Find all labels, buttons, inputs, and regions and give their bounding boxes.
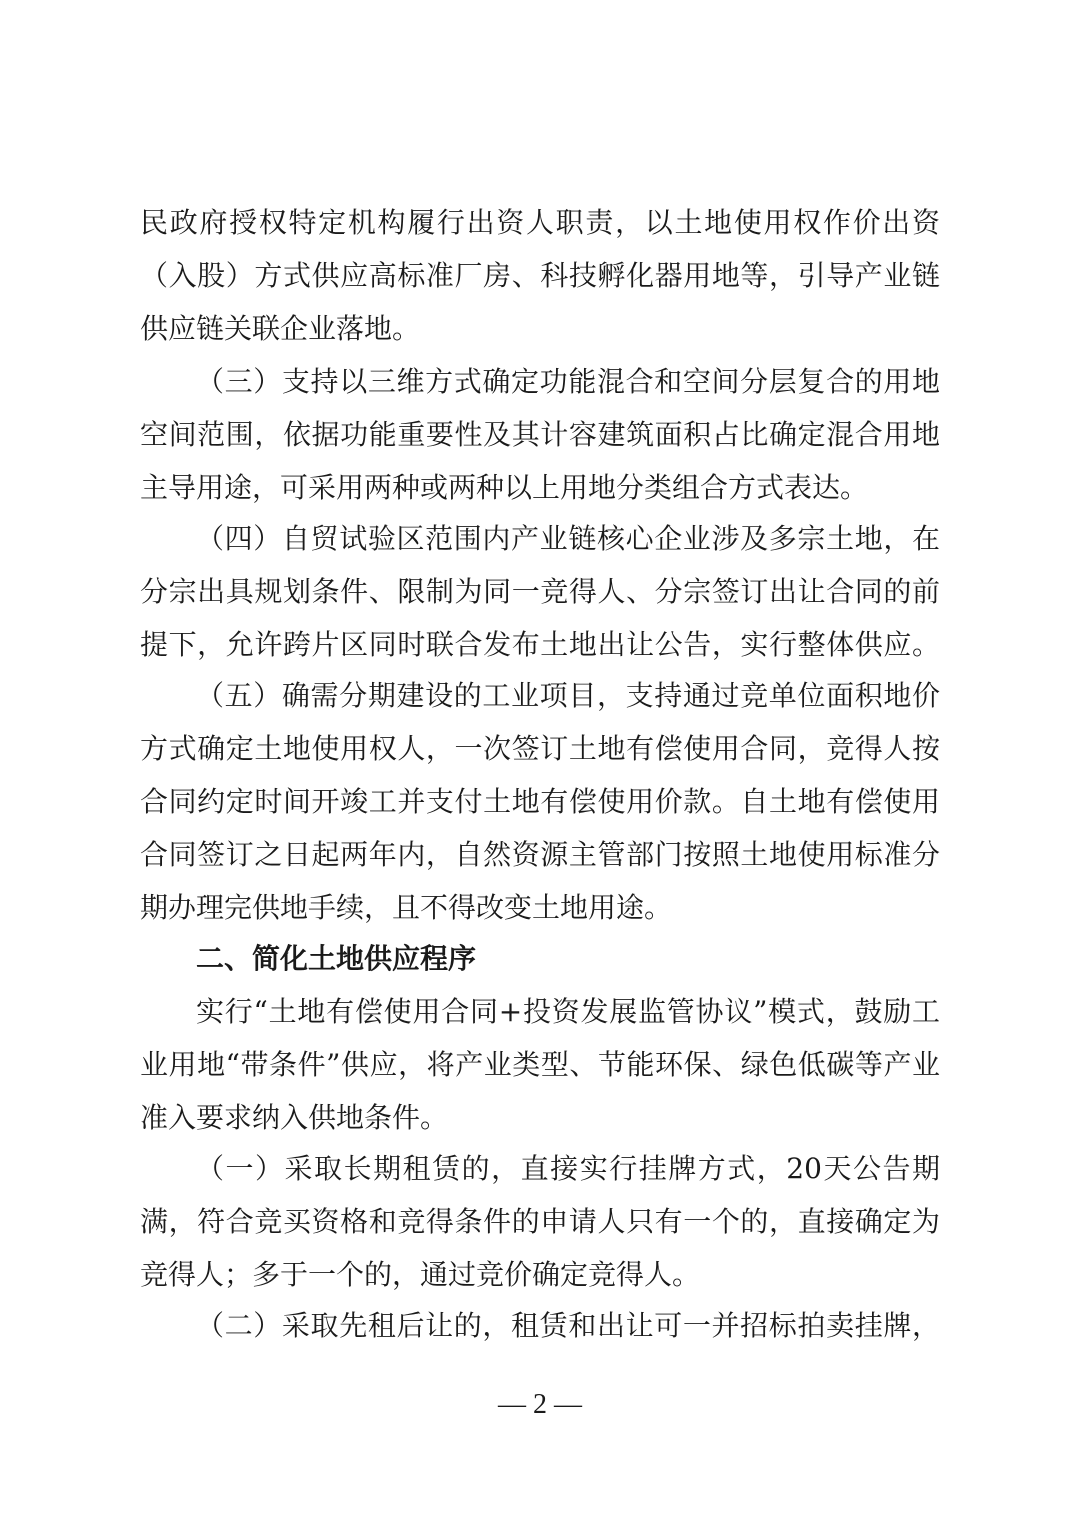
body-text-line: 空间范围，依据功能重要性及其计容建筑面积占比确定混合用地: [140, 418, 940, 451]
body-text-line: 满，符合竞买资格和竞得条件的申请人只有一个的，直接确定为: [140, 1205, 940, 1238]
body-text-line: 分宗出具规划条件、限制为同一竞得人、分宗签订出让合同的前: [140, 575, 940, 608]
paragraph-one-start: （一）采取长期租赁的，直接实行挂牌方式，20天公告期: [196, 1152, 940, 1185]
section-intro-start: 实行“土地有偿使用合同+投资发展监管协议”模式，鼓励工: [196, 995, 940, 1028]
paragraph-five-start: （五）确需分期建设的工业项目，支持通过竞单位面积地价: [196, 679, 940, 712]
body-text-line: 竞得人；多于一个的，通过竞价确定竞得人。: [140, 1258, 701, 1291]
body-text-line: 业用地“带条件”供应，将产业类型、节能环保、绿色低碳等产业: [140, 1048, 940, 1081]
body-text-line: 提下，允许跨片区同时联合发布土地出让公告，实行整体供应。: [140, 628, 940, 661]
body-text-line: 主导用途，可采用两种或两种以上用地分类组合方式表达。: [140, 471, 869, 504]
body-text-line: 准入要求纳入供地条件。: [140, 1101, 449, 1134]
body-text-line: 合同约定时间开竣工并支付土地有偿使用价款。自土地有偿使用: [140, 785, 940, 818]
paragraph-four-start: （四）自贸试验区范围内产业链核心企业涉及多宗土地，在: [196, 522, 940, 555]
paragraph-three-start: （三）支持以三维方式确定功能混合和空间分层复合的用地: [196, 365, 940, 398]
paragraph-two-start: （二）采取先租后让的，租赁和出让可一并招标拍卖挂牌，: [196, 1309, 940, 1342]
body-text-line: 合同签订之日起两年内，自然资源主管部门按照土地使用标准分: [140, 838, 940, 871]
body-text-line: 方式确定土地使用权人，一次签订土地有偿使用合同，竞得人按: [140, 732, 940, 765]
body-text-line: 民政府授权特定机构履行出资人职责，以土地使用权作价出资: [140, 206, 940, 239]
body-text-line: 供应链关联企业落地。: [140, 312, 421, 345]
body-text-line: （入股）方式供应高标准厂房、科技孵化器用地等，引导产业链: [140, 259, 940, 292]
section-heading: 二、简化土地供应程序: [196, 942, 477, 975]
page-number: — 2 —: [498, 1389, 582, 1420]
body-text-line: 期办理完供地手续，且不得改变土地用途。: [140, 891, 673, 924]
